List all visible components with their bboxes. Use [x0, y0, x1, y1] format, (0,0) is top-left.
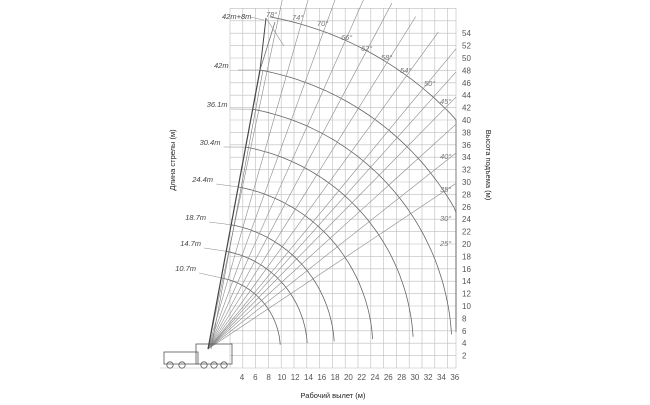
x-tick-label: 28	[397, 373, 406, 382]
jib-angle-label: 40°	[440, 152, 451, 161]
y-tick-label: 4	[462, 339, 467, 348]
angle-ray	[208, 0, 290, 349]
x-tick-label: 12	[291, 373, 300, 382]
boom-length-label: 42m	[214, 61, 229, 70]
angle-ray	[208, 97, 456, 349]
y-tick-label: 20	[462, 240, 471, 249]
x-tick-label: 6	[253, 373, 258, 382]
y-tick-label: 40	[462, 116, 471, 125]
boom-edge	[211, 70, 263, 349]
jib-angle-label: 30°	[440, 214, 451, 223]
label-leader	[199, 273, 221, 278]
label-leader	[216, 184, 238, 187]
y-tick-label: 30	[462, 178, 471, 187]
jib-angle-label: 74°	[292, 13, 303, 22]
jib-angle-label: 54°	[400, 66, 411, 75]
y-tick-label: 50	[462, 54, 471, 63]
y-tick-label: 22	[462, 228, 471, 237]
boom-range-arc	[246, 147, 414, 337]
x-tick-label: 18	[331, 373, 340, 382]
x-tick-label: 36	[450, 373, 459, 382]
boom-length-label: 30.4m	[200, 138, 221, 147]
right-axis-title: Высота подъема (м)	[484, 130, 493, 201]
label-leader	[204, 248, 226, 251]
range-curves	[208, 0, 456, 349]
label-leader	[209, 222, 231, 225]
y-tick-label: 6	[462, 327, 467, 336]
y-tick-label: 44	[462, 91, 471, 100]
left-axis-title: Длина стрелы (м)	[168, 129, 177, 191]
y-tick-label: 36	[462, 141, 471, 150]
boom-length-label: 24.4m	[191, 175, 213, 184]
y-tick-label: 18	[462, 252, 471, 261]
boom-length-label: 10.7m	[175, 264, 196, 273]
angle-ray	[208, 0, 367, 349]
x-tick-label: 16	[317, 373, 326, 382]
x-tick-label: 32	[424, 373, 433, 382]
y-tick-label: 28	[462, 190, 471, 199]
angle-ray	[208, 124, 456, 349]
jib-angle-label: 58°	[381, 53, 392, 62]
boom-length-label: 36.1m	[207, 100, 228, 109]
y-tick-label: 38	[462, 128, 471, 137]
jib-angle-label: 45°	[440, 97, 451, 106]
y-tick-label: 42	[462, 104, 471, 113]
x-tick-label: 24	[371, 373, 380, 382]
boom-range-arc	[253, 109, 452, 334]
boom-range-arc	[270, 17, 456, 329]
y-tick-label: 52	[462, 42, 471, 51]
x-tick-label: 26	[384, 373, 393, 382]
boom-length-label: 18.7m	[185, 213, 206, 222]
angle-ray	[208, 153, 456, 349]
jib-angle-label: 66°	[341, 33, 352, 42]
x-tick-label: 4	[240, 373, 245, 382]
x-tick-label: 30	[410, 373, 419, 382]
x-tick-label: 10	[277, 373, 286, 382]
boom-length-label: 14.7m	[180, 239, 201, 248]
angle-ray	[208, 0, 342, 349]
x-axis-title: Рабочий вылет (м)	[301, 391, 366, 400]
wheel	[221, 362, 227, 368]
jib-mast	[260, 22, 275, 70]
wheel	[179, 362, 185, 368]
jib	[260, 18, 266, 70]
wheel	[211, 362, 217, 368]
boom-length-label: 42m+8m	[222, 12, 251, 21]
y-tick-label: 8	[462, 314, 467, 323]
y-tick-label: 14	[462, 277, 471, 286]
jib-angle-label: 35°	[440, 185, 451, 194]
y-tick-label: 12	[462, 290, 471, 299]
y-tick-label: 48	[462, 66, 471, 75]
label-leader	[250, 17, 264, 20]
y-tick-label: 10	[462, 302, 471, 311]
y-tick-label: 26	[462, 203, 471, 212]
y-tick-label: 32	[462, 166, 471, 175]
y-tick-label: 24	[462, 215, 471, 224]
y-tick-label: 16	[462, 265, 471, 274]
x-tick-label: 20	[344, 373, 353, 382]
jib-angle-label: 25°	[439, 239, 451, 248]
y-tick-label: 34	[462, 153, 471, 162]
y-tick-label: 46	[462, 79, 471, 88]
jib-angle-label: 70°	[317, 19, 328, 28]
angle-ray	[208, 72, 456, 349]
jib-angle-label: 50°	[424, 79, 435, 88]
x-tick-label: 22	[357, 373, 366, 382]
wheel	[201, 362, 207, 368]
x-tick-label: 14	[304, 373, 313, 382]
y-tick-label: 54	[462, 29, 471, 38]
grid	[160, 8, 471, 382]
x-tick-label: 34	[437, 373, 446, 382]
y-tick-label: 2	[462, 352, 467, 361]
jib-angle-label: 78°	[266, 10, 277, 19]
wheel	[167, 362, 173, 368]
x-tick-label: 8	[266, 373, 271, 382]
crane-carrier	[196, 344, 232, 364]
jib-angle-label: 62°	[361, 44, 372, 53]
